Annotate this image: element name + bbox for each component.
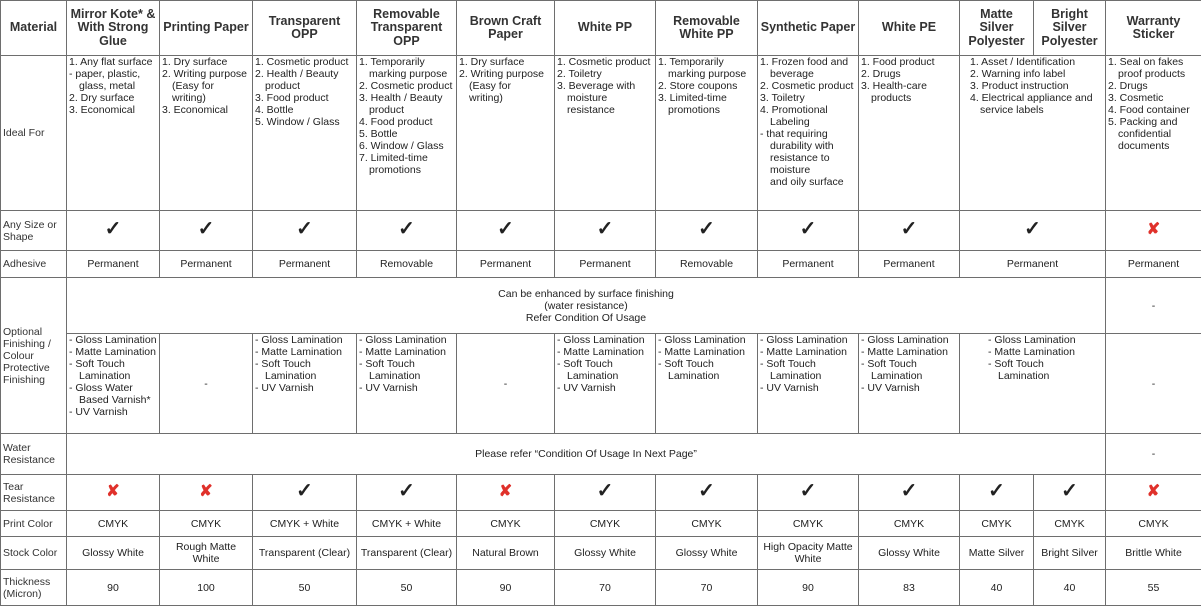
tear-row [1, 475, 1201, 511]
finishing-options-row [1, 334, 1201, 434]
adhesive-cell: Permanent [457, 251, 555, 278]
list-item: 3. Cosmetic [1108, 92, 1199, 104]
list-item: 5. Window / Glass [255, 116, 354, 128]
finishing-dash: - [160, 334, 253, 434]
ideal-cell-mirror [67, 56, 160, 211]
size-cell [859, 211, 960, 251]
tear-cell [656, 475, 758, 511]
check-icon: ✓ [398, 218, 415, 240]
finishing-list [861, 334, 957, 394]
list-item: confidential [1108, 128, 1199, 140]
size-cell [656, 211, 758, 251]
print-cell: CMYK [960, 511, 1034, 537]
list-item: 1. Cosmetic product [255, 56, 354, 68]
list-item: 1. Asset / Identification [970, 56, 1103, 68]
column-header: Removable Transparent OPP [357, 1, 457, 56]
list-item: - that requiring [760, 128, 856, 140]
list-item: writing) [459, 92, 552, 104]
ideal-list [760, 56, 856, 188]
size-cell [67, 211, 160, 251]
ideal-list [359, 56, 454, 176]
size-row [1, 211, 1201, 251]
list-item: 3. Economical [69, 104, 157, 116]
list-item: products [861, 92, 957, 104]
list-item: 2. Drugs [1108, 80, 1199, 92]
ideal-list [861, 56, 957, 104]
finishing-list [962, 334, 1103, 382]
finishing-dash: - [1106, 334, 1201, 434]
stock-color-row [1, 537, 1201, 570]
ideal-cell-rwhitepp [656, 56, 758, 211]
list-item: - Soft Touch [359, 358, 454, 370]
list-item: 4. Electrical appliance and [970, 92, 1103, 104]
list-item: 2. Cosmetic product [760, 80, 856, 92]
column-header: Transparent OPP [253, 1, 357, 56]
list-item: - UV Varnish [861, 382, 957, 394]
print-cell: CMYK [67, 511, 160, 537]
tear-cell [67, 475, 160, 511]
list-item: 3. Food product [255, 92, 354, 104]
thickness-cell: 70 [555, 570, 656, 606]
list-item: - Gloss Lamination [255, 334, 354, 346]
list-item: - Soft Touch [760, 358, 856, 370]
list-item: - Matte Lamination [658, 346, 755, 358]
ideal-list [162, 56, 250, 116]
column-header: Printing Paper [160, 1, 253, 56]
list-item: writing) [162, 92, 250, 104]
stock-cell: Glossy White [555, 537, 656, 570]
list-item: beverage [760, 68, 856, 80]
list-item: 2. Cosmetic product [359, 80, 454, 92]
size-cell [253, 211, 357, 251]
ideal-for-row [1, 56, 1201, 211]
list-item: product [359, 104, 454, 116]
list-item: - Matte Lamination [359, 346, 454, 358]
row-label-water: Water Resistance [1, 434, 67, 475]
water-row [1, 434, 1201, 475]
list-item: 1. Any flat surface [69, 56, 157, 68]
column-header: Synthetic Paper [758, 1, 859, 56]
thickness-cell: 55 [1106, 570, 1201, 606]
list-item: - Gloss Lamination [359, 334, 454, 346]
list-item: promotions [359, 164, 454, 176]
list-item: - Matte Lamination [69, 346, 157, 358]
list-item: 1. Dry surface [162, 56, 250, 68]
list-item: Lamination [69, 370, 157, 382]
list-item: resistance to [760, 152, 856, 164]
print-cell: CMYK [758, 511, 859, 537]
ideal-cell-synthetic [758, 56, 859, 211]
check-icon: ✓ [1024, 218, 1041, 240]
stock-cell: Transparent (Clear) [253, 537, 357, 570]
ideal-cell-whitepp [555, 56, 656, 211]
list-item: moisture [557, 92, 653, 104]
print-cell: CMYK [160, 511, 253, 537]
list-item: proof products [1108, 68, 1199, 80]
adhesive-cell: Permanent [1106, 251, 1201, 278]
list-item: service labels [970, 104, 1103, 116]
ideal-cell-silver [960, 56, 1106, 211]
list-item: - Gloss Lamination [557, 334, 653, 346]
thickness-cell: 50 [357, 570, 457, 606]
size-cell [960, 211, 1106, 251]
list-item: 3. Beverage with [557, 80, 653, 92]
thickness-cell: 90 [67, 570, 160, 606]
ideal-list [459, 56, 552, 104]
stock-cell: Brittle White [1106, 537, 1201, 570]
list-item: - Matte Lamination [760, 346, 856, 358]
check-icon: ✓ [497, 218, 514, 240]
list-item: documents [1108, 140, 1199, 152]
list-item: 7. Limited-time [359, 152, 454, 164]
list-item: 5. Packing and [1108, 116, 1199, 128]
list-item: 1. Temporarily [359, 56, 454, 68]
list-item: Based Varnish* [69, 394, 157, 406]
adhesive-cell: Permanent [758, 251, 859, 278]
adhesive-cell: Removable [656, 251, 758, 278]
finishing-cell-whitepe [859, 334, 960, 434]
adhesive-row [1, 251, 1201, 278]
row-label-print: Print Color [1, 511, 67, 537]
thickness-cell: 40 [1034, 570, 1106, 606]
column-header: Removable White PP [656, 1, 758, 56]
check-icon: ✓ [597, 218, 614, 240]
check-icon: ✓ [800, 480, 817, 502]
list-item: - Soft Touch [861, 358, 957, 370]
check-icon: ✓ [105, 218, 122, 240]
tear-cell [555, 475, 656, 511]
finishing-list [359, 334, 454, 394]
thickness-cell: 40 [960, 570, 1034, 606]
cross-icon: ✘ [1147, 221, 1160, 238]
column-header: White PP [555, 1, 656, 56]
column-header: Mirror Kote* & With Strong Glue [67, 1, 160, 56]
tear-cell [859, 475, 960, 511]
check-icon: ✓ [296, 218, 313, 240]
ideal-list [1108, 56, 1199, 152]
ideal-cell-printing [160, 56, 253, 211]
check-icon: ✓ [988, 480, 1005, 502]
tear-cell [253, 475, 357, 511]
column-header: Matte Silver Polyester [960, 1, 1034, 56]
column-header: Warranty Sticker [1106, 1, 1201, 56]
list-item: - paper, plastic, [69, 68, 157, 80]
finishing-list [255, 334, 354, 394]
ideal-cell-brown [457, 56, 555, 211]
row-label-tear: Tear Resistance [1, 475, 67, 511]
list-item: 4. Food container [1108, 104, 1199, 116]
list-item: - UV Varnish [359, 382, 454, 394]
list-item: 2. Health / Beauty [255, 68, 354, 80]
finishing-list [557, 334, 653, 394]
finishing-list [760, 334, 856, 394]
list-item: - Matte Lamination [861, 346, 957, 358]
size-cell [758, 211, 859, 251]
list-item: 1. Food product [861, 56, 957, 68]
list-item: marking purpose [359, 68, 454, 80]
check-icon: ✓ [398, 480, 415, 502]
list-item: moisture [760, 164, 856, 176]
finishing-list [69, 334, 157, 418]
list-item: (Easy for [162, 80, 250, 92]
list-item: 2. Store coupons [658, 80, 755, 92]
water-dash: - [1106, 434, 1201, 475]
print-cell: CMYK [555, 511, 656, 537]
list-item: 2. Writing purpose [162, 68, 250, 80]
row-label-finishing: Optional Finishing / Colour Protective Finishing [1, 278, 67, 434]
ideal-cell-topp [253, 56, 357, 211]
adhesive-cell: Permanent [160, 251, 253, 278]
print-cell: CMYK [859, 511, 960, 537]
list-item: - UV Varnish [557, 382, 653, 394]
list-item: 1. Frozen food and [760, 56, 856, 68]
list-item: 2. Toiletry [557, 68, 653, 80]
thickness-row [1, 570, 1201, 606]
list-item: 3. Health-care [861, 80, 957, 92]
ideal-list [658, 56, 755, 116]
column-header: Material [1, 1, 67, 56]
list-item: Lamination [861, 370, 957, 382]
finishing-note-row [1, 278, 1201, 334]
check-icon: ✓ [296, 480, 313, 502]
thickness-cell: 83 [859, 570, 960, 606]
print-cell: CMYK + White [253, 511, 357, 537]
list-item: - Soft Touch [658, 358, 755, 370]
row-label-thickness: Thickness (Micron) [1, 570, 67, 606]
tear-cell [1106, 475, 1201, 511]
list-item: - Soft Touch [69, 358, 157, 370]
ideal-list [69, 56, 157, 116]
ideal-cell-warranty [1106, 56, 1201, 211]
tear-cell [758, 475, 859, 511]
finishing-cell-mirror [67, 334, 160, 434]
stock-cell: Bright Silver [1034, 537, 1106, 570]
row-label-adhesive: Adhesive [1, 251, 67, 278]
thickness-cell: 90 [758, 570, 859, 606]
print-cell: CMYK [656, 511, 758, 537]
check-icon: ✓ [698, 480, 715, 502]
list-item: promotions [658, 104, 755, 116]
size-cell [457, 211, 555, 251]
print-cell: CMYK [457, 511, 555, 537]
ideal-list [255, 56, 354, 128]
stock-cell: Natural Brown [457, 537, 555, 570]
list-item: - Gloss Lamination [861, 334, 957, 346]
finishing-list [658, 334, 755, 382]
check-icon: ✓ [800, 218, 817, 240]
print-cell: CMYK [1034, 511, 1106, 537]
list-item: - Soft Touch [255, 358, 354, 370]
row-label-stock: Stock Color [1, 537, 67, 570]
size-cell [160, 211, 253, 251]
finishing-dash: - [457, 334, 555, 434]
list-item: - Soft Touch [557, 358, 653, 370]
list-item: 6. Window / Glass [359, 140, 454, 152]
row-label-ideal-for: Ideal For [1, 56, 67, 211]
list-item: - Matte Lamination [988, 346, 1103, 358]
finishing-cell-rtopp [357, 334, 457, 434]
header-row [1, 1, 1201, 56]
list-item: 1. Temporarily [658, 56, 755, 68]
column-header: Brown Craft Paper [457, 1, 555, 56]
list-item: 4. Bottle [255, 104, 354, 116]
stock-cell: Glossy White [859, 537, 960, 570]
list-item: resistance [557, 104, 653, 116]
thickness-cell: 50 [253, 570, 357, 606]
stock-cell: Glossy White [67, 537, 160, 570]
list-item: - Gloss Lamination [760, 334, 856, 346]
list-item: - Gloss Lamination [69, 334, 157, 346]
list-item: 4. Promotional [760, 104, 856, 116]
finishing-cell-whitepp [555, 334, 656, 434]
tear-cell [960, 475, 1034, 511]
adhesive-cell: Permanent [253, 251, 357, 278]
list-item: and oily surface [760, 176, 856, 188]
check-icon: ✓ [198, 218, 215, 240]
list-item: Lamination [359, 370, 454, 382]
list-item: marking purpose [658, 68, 755, 80]
check-icon: ✓ [1061, 480, 1078, 502]
stock-cell: High Opacity Matte White [758, 537, 859, 570]
list-item: product [255, 80, 354, 92]
list-item: 2. Warning info label [970, 68, 1103, 80]
cross-icon: ✘ [1147, 483, 1160, 500]
check-icon: ✓ [698, 218, 715, 240]
print-cell: CMYK + White [357, 511, 457, 537]
finishing-cell-rwhitepp [656, 334, 758, 434]
ideal-cell-whitepe [859, 56, 960, 211]
ideal-list [962, 56, 1103, 116]
stock-cell: Matte Silver [960, 537, 1034, 570]
thickness-cell: 70 [656, 570, 758, 606]
adhesive-cell: Permanent [960, 251, 1106, 278]
list-item: 1. Dry surface [459, 56, 552, 68]
cross-icon: ✘ [499, 483, 512, 500]
check-icon: ✓ [901, 218, 918, 240]
stock-cell: Transparent (Clear) [357, 537, 457, 570]
list-item: (Easy for [459, 80, 552, 92]
row-label-size: Any Size or Shape [1, 211, 67, 251]
list-item: - Gloss Lamination [658, 334, 755, 346]
size-cell [1106, 211, 1201, 251]
stock-cell: Glossy White [656, 537, 758, 570]
list-item: glass, metal [69, 80, 157, 92]
tear-cell [457, 475, 555, 511]
list-item: - UV Varnish [760, 382, 856, 394]
tear-cell [160, 475, 253, 511]
list-item: - Gloss Lamination [988, 334, 1103, 346]
list-item: - Soft Touch [988, 358, 1103, 370]
list-item: 3. Toiletry [760, 92, 856, 104]
print-color-row [1, 511, 1201, 537]
list-item: Lamination [988, 370, 1103, 382]
finishing-cell-topp [253, 334, 357, 434]
adhesive-cell: Permanent [67, 251, 160, 278]
column-header: Bright Silver Polyester [1034, 1, 1106, 56]
list-item: - UV Varnish [69, 406, 157, 418]
stock-cell: Rough Matte White [160, 537, 253, 570]
list-item: - Matte Lamination [255, 346, 354, 358]
finishing-note: Can be enhanced by surface finishing (water resistance) Refer Condition Of Usage [67, 278, 1106, 334]
list-item: 5. Bottle [359, 128, 454, 140]
water-note: Please refer “Condition Of Usage In Next Page” [67, 434, 1106, 475]
list-item: - Gloss Water [69, 382, 157, 394]
list-item: 3. Limited-time [658, 92, 755, 104]
tear-cell [357, 475, 457, 511]
check-icon: ✓ [901, 480, 918, 502]
list-item: durability with [760, 140, 856, 152]
list-item: Lamination [760, 370, 856, 382]
list-item: 2. Writing purpose [459, 68, 552, 80]
finishing-dash: - [1106, 278, 1201, 334]
list-item: - Matte Lamination [557, 346, 653, 358]
size-cell [357, 211, 457, 251]
print-cell: CMYK [1106, 511, 1201, 537]
list-item: 1. Seal on fakes [1108, 56, 1199, 68]
list-item: Lamination [255, 370, 354, 382]
list-item: 1. Cosmetic product [557, 56, 653, 68]
check-icon: ✓ [597, 480, 614, 502]
list-item: - UV Varnish [255, 382, 354, 394]
cross-icon: ✘ [199, 483, 212, 500]
ideal-cell-rtopp [357, 56, 457, 211]
cross-icon: ✘ [106, 483, 119, 500]
thickness-cell: 100 [160, 570, 253, 606]
list-item: 2. Drugs [861, 68, 957, 80]
adhesive-cell: Permanent [555, 251, 656, 278]
list-item: Labeling [760, 116, 856, 128]
list-item: 3. Product instruction [970, 80, 1103, 92]
thickness-cell: 90 [457, 570, 555, 606]
list-item: 2. Dry surface [69, 92, 157, 104]
list-item: Lamination [557, 370, 653, 382]
finishing-cell-silver [960, 334, 1106, 434]
list-item: Lamination [658, 370, 755, 382]
adhesive-cell: Permanent [859, 251, 960, 278]
adhesive-cell: Removable [357, 251, 457, 278]
tear-cell [1034, 475, 1106, 511]
finishing-cell-synthetic [758, 334, 859, 434]
list-item: 4. Food product [359, 116, 454, 128]
list-item: 3. Economical [162, 104, 250, 116]
column-header: White PE [859, 1, 960, 56]
ideal-list [557, 56, 653, 116]
list-item: 3. Health / Beauty [359, 92, 454, 104]
size-cell [555, 211, 656, 251]
